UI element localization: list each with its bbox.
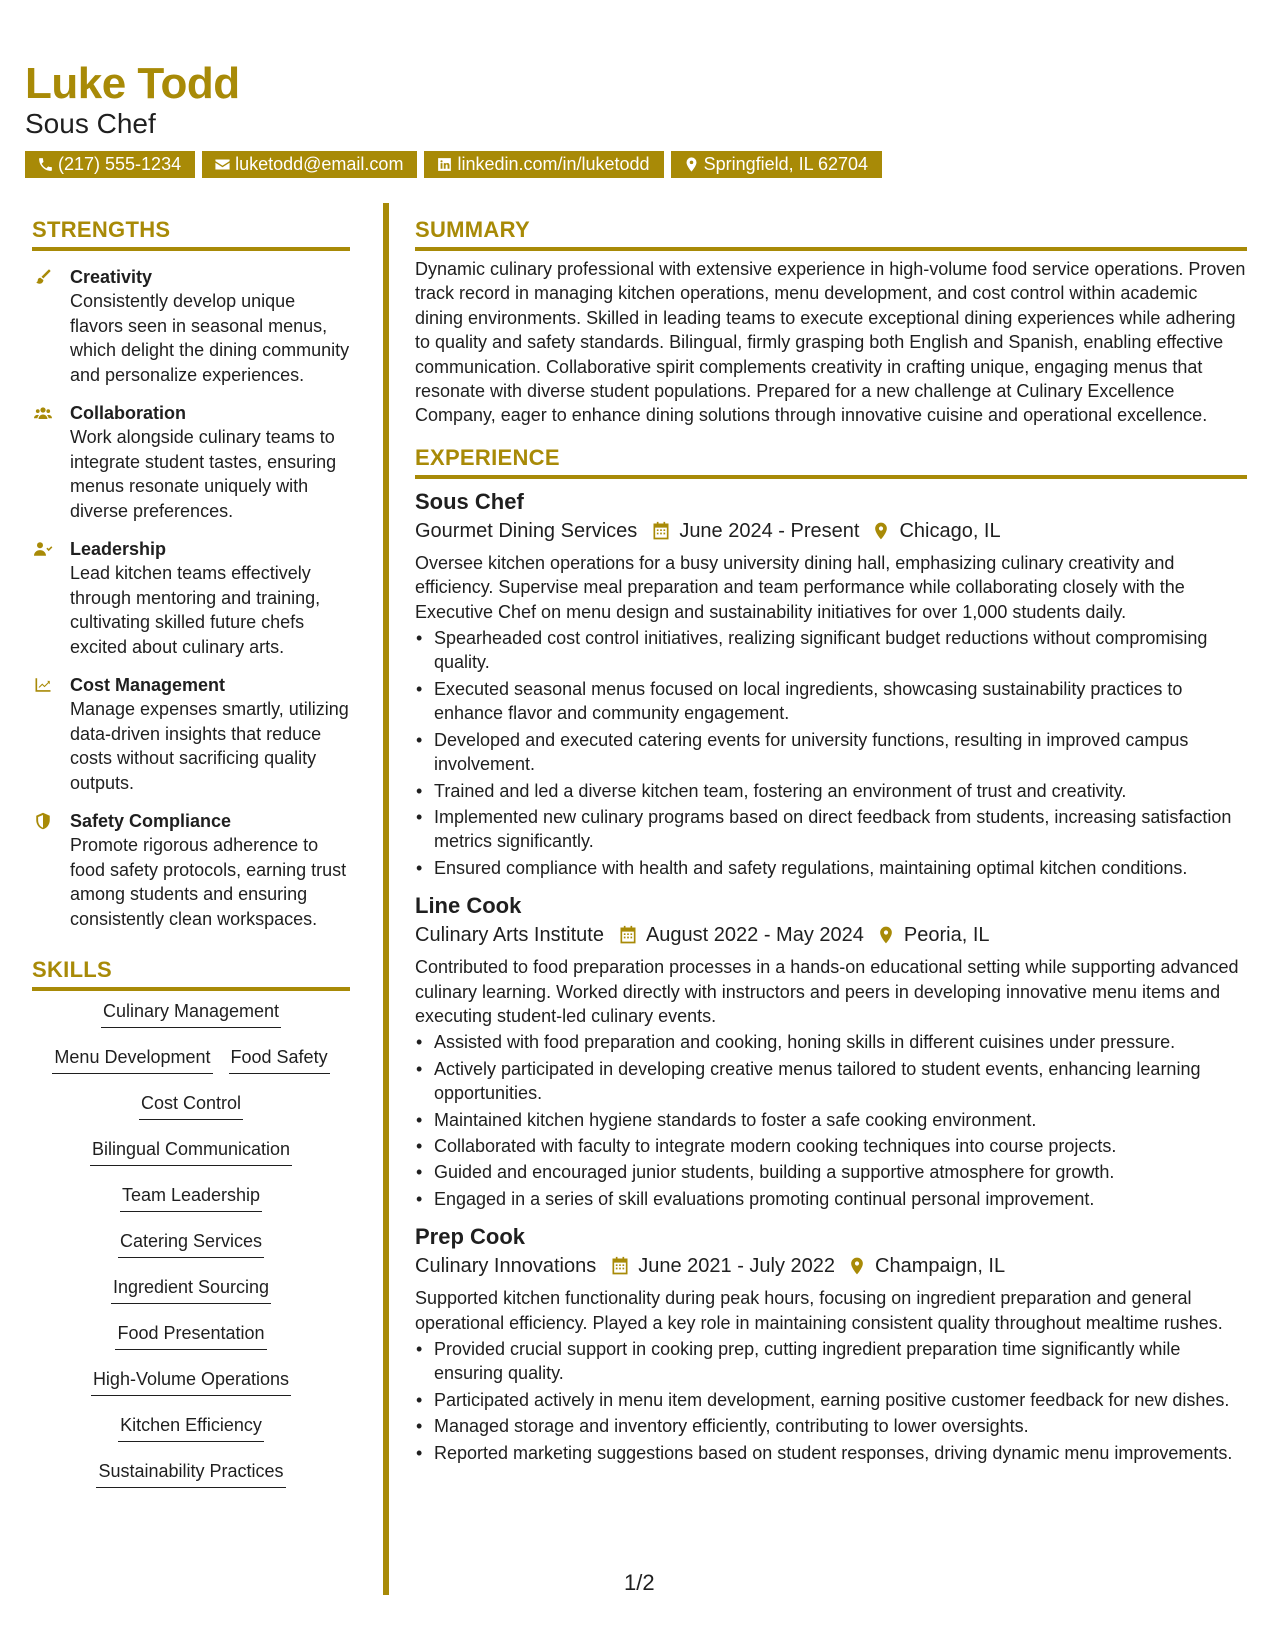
contact-location-text: Springfield, IL 62704 — [703, 154, 869, 175]
contact-email-text: luketodd@email.com — [235, 154, 404, 175]
job-title: Line Cook — [415, 893, 522, 919]
job-bullet: • Executed seasonal menus focused on local ingredients, showcasing sustainability practices to enhance flavor and community engagement. — [415, 677, 1247, 726]
job-description: Supported kitchen functionality during peak hours, focusing on ingredient preparation and general operational efficiency. Played a key role in maintaining consistent quality throughout mealtime rushes. — [415, 1288, 1223, 1333]
job-description: Oversee kitchen operations for a busy university dining hall, emphasizing culinary creativity and efficiency. Supervise meal preparation and team performance while collaborating closely with the Executive Chef on menu design and sustainability initiatives for over 1,000 students daily. — [415, 552, 1185, 622]
contact-bar — [25, 151, 1255, 178]
candidate-name: Luke Todd — [25, 59, 240, 108]
strength-item — [32, 809, 350, 931]
skill-tag: Menu Development — [52, 1045, 212, 1074]
strength-name: Leadership — [70, 539, 167, 559]
job-bullet: • Maintained kitchen hygiene standards to foster a safe cooking environment. — [415, 1108, 1247, 1132]
strength-desc: Manage expenses smartly, utilizing data-driven insights that reduce costs without sacrificing quality outputs. — [70, 699, 349, 793]
job-bullet: • Trained and led a diverse kitchen team, fostering an environment of trust and creativity. — [415, 779, 1247, 803]
strength-item — [32, 537, 350, 659]
left-column — [32, 217, 350, 1505]
calendar-icon — [610, 1256, 630, 1276]
job-bullet: • Developed and executed catering events for university functions, resulting in improved campus involvement. — [415, 728, 1247, 777]
job-dates: August 2022 - May 2024 — [645, 924, 864, 947]
contact-phone-text: (217) 555-1234 — [58, 154, 182, 175]
strengths-title: STRENGTHS — [32, 217, 350, 251]
location-icon — [871, 521, 891, 541]
strength-desc: Work alongside culinary teams to integrate student tastes, ensuring menus resonate uniquely with diverse preferences. — [70, 427, 337, 521]
job-location: Peoria, IL — [903, 924, 990, 947]
job-meta — [415, 921, 1247, 949]
summary-text: Dynamic culinary professional with extensive experience in high-volume food service operations. Proven track record in managing kitchen operations, menu development, and cost control within academic dining environments. Skilled in leading teams to execute exceptional dining experiences while adhering to quality and safety standards. Bilingual, firmly grasping both English and Spanish, enabling effective communication. Collaborative spirit complements creativity in crafting unique, engaging menus that resonate with diverse student populations. Prepared for a new challenge at Culinary Excellence Company, eager to enhance dining solutions through innovative cuisine and operational excellence. — [415, 259, 1246, 426]
experience-title: EXPERIENCE — [415, 445, 1247, 479]
strength-item — [32, 265, 350, 387]
column-divider — [383, 203, 389, 1595]
contact-location[interactable] — [671, 151, 882, 178]
skill-tag: Bilingual Communication — [90, 1137, 292, 1166]
skills-title: SKILLS — [32, 957, 350, 991]
job-bullets — [415, 1030, 1247, 1211]
strength-name: Creativity — [70, 267, 153, 287]
contact-email[interactable] — [202, 151, 417, 178]
skill-tag: Food Safety — [229, 1045, 330, 1074]
job-description: Contributed to food preparation processes in a hands-on educational setting while supporting advanced culinary learning. Worked directly with instructors and peers in developing innovative menu items and executing student-led culinary events. — [415, 957, 1239, 1026]
job-bullet: • Actively participated in developing creative menus tailored to student events, enhancing learning opportunities. — [415, 1057, 1247, 1106]
location-icon — [683, 156, 700, 173]
strength-desc: Consistently develop unique flavors seen in seasonal menus, which delight the dining community and personalize experiences. — [70, 291, 350, 385]
strength-desc: Promote rigorous adherence to food safety protocols, earning trust among students and ensuring consistently clean workspaces. — [70, 835, 347, 929]
job-bullet: • Participated actively in menu item development, earning positive customer feedback for new dishes. — [415, 1388, 1247, 1412]
location-icon — [847, 1256, 867, 1276]
skill-tag: Cost Control — [139, 1091, 243, 1120]
strength-name: Cost Management — [70, 675, 226, 695]
job-bullet: • Provided crucial support in cooking prep, cutting ingredient preparation time significantly while ensuring quality. — [415, 1337, 1247, 1386]
skill-tag: Kitchen Efficiency — [118, 1413, 264, 1442]
skill-tag: Catering Services — [118, 1229, 264, 1258]
calendar-icon — [651, 521, 671, 541]
job-bullet: • Engaged in a series of skill evaluations promoting continual personal improvement. — [415, 1187, 1247, 1211]
job-meta — [415, 517, 1247, 545]
page-number: 1/2 — [624, 1570, 655, 1595]
users-icon — [32, 404, 54, 422]
strength-item — [32, 401, 350, 523]
skill-tag: Food Presentation — [115, 1321, 266, 1350]
strength-desc: Lead kitchen teams effectively through mentoring and training, cultivating skilled future chefs excited about culinary arts. — [70, 563, 321, 657]
job-company: Culinary Innovations — [415, 1255, 597, 1278]
candidate-role: Sous Chef — [25, 108, 156, 140]
location-icon — [876, 925, 896, 945]
skill-tag: Culinary Management — [101, 999, 281, 1028]
job-bullets — [415, 1337, 1247, 1465]
job-location: Champaign, IL — [875, 1255, 1006, 1278]
job-entry — [415, 488, 1247, 880]
job-bullet: • Guided and encouraged junior students, building a supportive atmosphere for growth. — [415, 1160, 1247, 1184]
job-bullet: • Collaborated with faculty to integrate modern cooking techniques into course projects. — [415, 1134, 1247, 1158]
shield-icon — [32, 812, 54, 830]
job-bullets — [415, 626, 1247, 880]
strength-name: Safety Compliance — [70, 811, 232, 831]
skill-tag: Sustainability Practices — [96, 1459, 285, 1488]
chart-line-icon — [32, 676, 54, 694]
job-company: Gourmet Dining Services — [415, 519, 638, 542]
right-column — [415, 217, 1247, 1467]
strength-item — [32, 673, 350, 795]
job-bullet: • Reported marketing suggestions based on student responses, driving dynamic menu improvements. — [415, 1441, 1247, 1465]
contact-phone[interactable] — [25, 151, 195, 178]
contact-linkedin-text: linkedin.com/in/luketodd — [457, 154, 650, 175]
job-bullet: • Implemented new culinary programs based on direct feedback from students, increasing satisfaction metrics significantly. — [415, 805, 1247, 854]
resume-header — [25, 60, 1255, 178]
job-bullet: • Managed storage and inventory efficiently, contributing to lower oversights. — [415, 1414, 1247, 1438]
job-meta — [415, 1252, 1247, 1280]
job-bullet: • Spearheaded cost control initiatives, realizing significant budget reductions without compromising quality. — [415, 626, 1247, 675]
job-dates: June 2024 - Present — [679, 519, 860, 542]
job-bullet: • Ensured compliance with health and safety regulations, maintaining optimal kitchen conditions. — [415, 856, 1247, 880]
job-entry — [415, 1223, 1247, 1465]
phone-icon — [37, 156, 54, 173]
calendar-icon — [618, 925, 638, 945]
contact-linkedin[interactable] — [424, 151, 663, 178]
strength-name: Collaboration — [70, 403, 186, 423]
job-entry — [415, 892, 1247, 1211]
job-title: Prep Cook — [415, 1224, 526, 1250]
job-title: Sous Chef — [415, 488, 524, 514]
linkedin-icon — [436, 156, 453, 173]
skills-list — [32, 991, 350, 1505]
job-bullet: • Assisted with food preparation and cooking, honing skills in different cuisines under pressure. — [415, 1030, 1247, 1054]
summary-title: SUMMARY — [415, 217, 1247, 251]
email-icon — [214, 156, 231, 173]
brush-icon — [32, 268, 54, 286]
skill-tag: Team Leadership — [120, 1183, 262, 1212]
job-company: Culinary Arts Institute — [415, 924, 604, 947]
skill-tag: High-Volume Operations — [91, 1367, 291, 1396]
skill-tag: Ingredient Sourcing — [111, 1275, 271, 1304]
job-location: Chicago, IL — [899, 519, 1001, 542]
job-dates: June 2021 - July 2022 — [638, 1255, 836, 1278]
user-check-icon — [32, 540, 54, 558]
